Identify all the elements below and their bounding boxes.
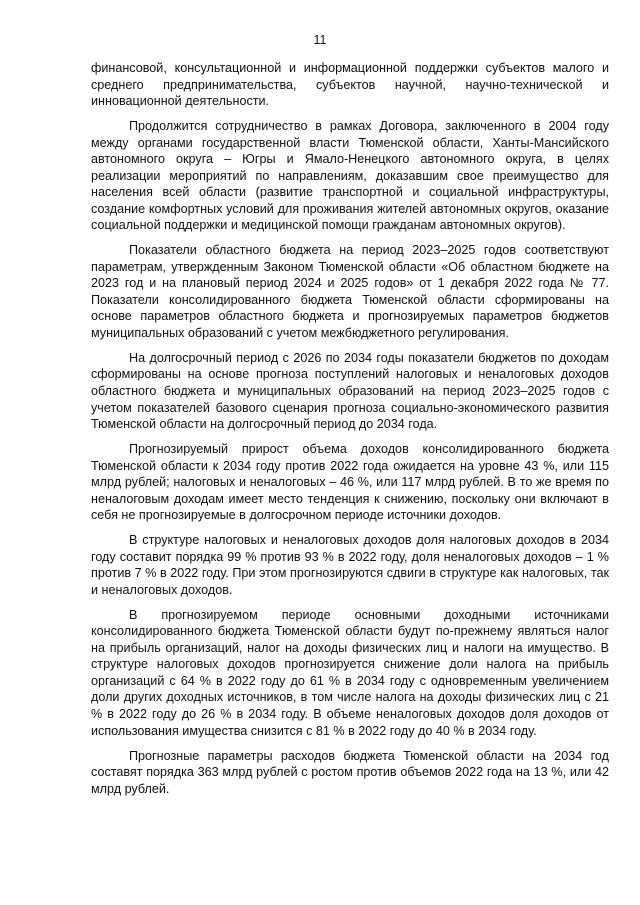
page-number: 11 bbox=[313, 33, 327, 47]
paragraph-revenue-structure: В структуре налоговых и неналоговых доходов доля налоговых доходов в 2034 году составит порядка 99 % против 93 % в 2022 году, доля неналоговых доходов – 1 % против 7 % в 2022 году. При этом прогнозируются сдвиги в структуре как налоговых, так и неналоговых доходов. bbox=[91, 533, 609, 597]
paragraph-long-term-period: На долгосрочный период с 2026 по 2034 годы показатели бюджетов по доходам сформированы на основе прогноза поступлений налоговых и неналоговых доходов областного бюджета и муниципальных образований на период 2023–2025 годов с учетом показателей базового сценария прогноза социально-экономического развития Тюменской области на долгосрочный период до 2034 года. bbox=[91, 350, 609, 432]
paragraph-budget-indicators: Показатели областного бюджета на период 2023–2025 годов соответствуют параметрам, утвержденным Законом Тюменской области «Об областном бюджете на 2023 год и на плановый период 2024 и 2025 годов» от 1 декабря 2022 года № 77. Показатели консолидированного бюджета Тюменской области сформированы на основе параметров областного бюджета и прогнозируемых параметров бюджетов муниципальных образований с учетом межбюджетного регулирования. bbox=[91, 243, 609, 340]
paragraph-expenditure-forecast: Прогнозные параметры расходов бюджета Тюменской области на 2034 год составят порядка 363 млрд рублей с ростом против объемов 2022 года на 13 %, или 42 млрд рублей. bbox=[91, 748, 609, 796]
paragraph-revenue-growth: Прогнозируемый прирост объема доходов консолидированного бюджета Тюменской области к 2034 году против 2022 года ожидается на уровне 43 %, или 115 млрд рублей; налоговых и неналоговых – 46 %, или 117 млрд рублей. В то же время по неналоговым доходам имеет место тенденция к снижению, поскольку они включают в себя не прогнозируемые в долгосрочном периоде источники доходов. bbox=[91, 442, 609, 523]
paragraph-cooperation-agreement: Продолжится сотрудничество в рамках Договора, заключенного в 2004 году между органами государственной власти Тюменской области, Ханты-Мансийского автономного округа – Югры и Ямало-Ненецкого автономного округа, в целях реализации мероприятий по направлениям, доказавшим свое преимущество для населения всей области (развитие транспортной и социальной инфраструктуры, создание комфортных условий для проживания жителей автономных округов, оказание социальной поддержки и медицинской помощи гражданам автономных округов). bbox=[91, 119, 609, 233]
paragraph-main-revenue-sources: В прогнозируемом периоде основными доходными источниками консолидированного бюджета Тюменской области будут по-прежнему являться налог на прибыль организаций, налог на доходы физических лиц и налоги на имущество. В структуре налоговых доходов прогнозируется снижение доли налога на прибыль организаций с 64 % в 2022 году до 61 % в 2034 году с одновременным увеличением доли других доходных источников, в том числе налога на доходы физических лиц с 21 % в 2022 году до 26 % в 2034 году. В объеме неналоговых доходов доля доходов от использования имущества снизится с 81 % в 2022 году до 40 % в 2034 году. bbox=[91, 607, 609, 738]
document-body bbox=[91, 60, 609, 806]
paragraph-continuation: финансовой, консультационной и информационной поддержки субъектов малого и среднего предпринимательства, субъектов научной, научно-технической и инновационной деятельности. bbox=[91, 61, 609, 109]
